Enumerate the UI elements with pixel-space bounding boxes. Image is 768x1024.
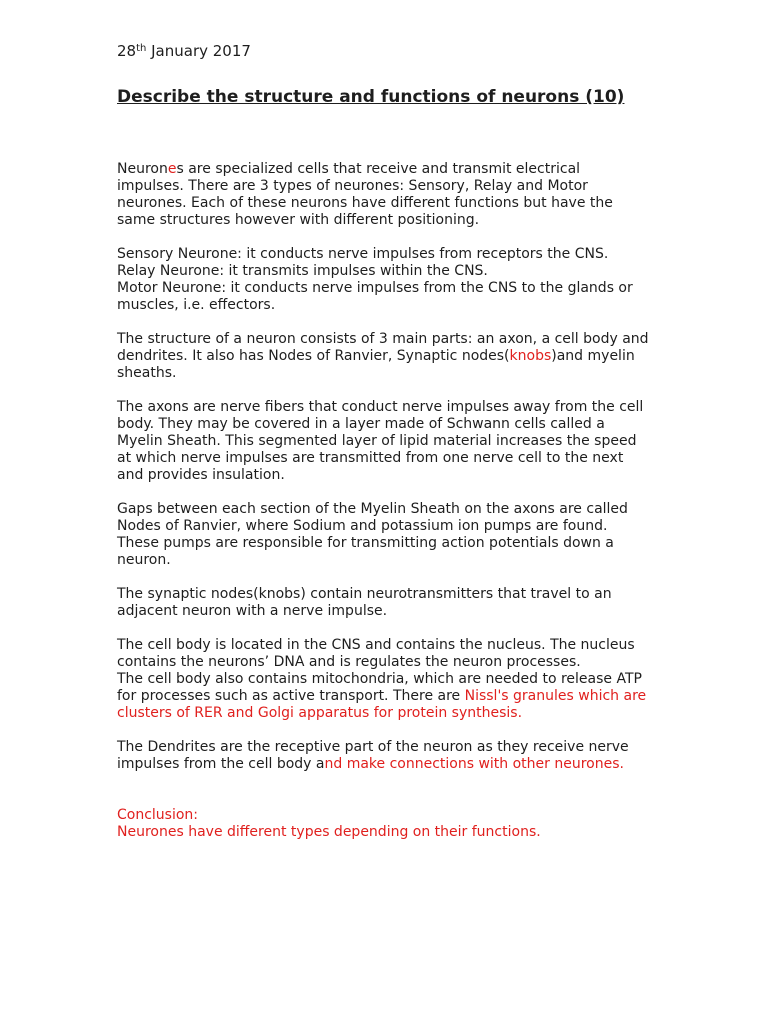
essay-title: Describe the structure and functions of neurons (10) xyxy=(117,87,625,107)
blank-line xyxy=(117,790,649,807)
date-suffix: th xyxy=(136,43,147,54)
conclusion-text: Neurones have different types depending on their functions. xyxy=(117,824,541,840)
date-day: 28 xyxy=(117,42,137,60)
cell-body-paragraph-1: The cell body is located in the CNS and contains the nucleus. The nucleus contains the neurons’ DNA and is regulates the neuron processes. xyxy=(117,637,635,670)
dendrites-paragraph xyxy=(117,739,649,773)
conclusion-label: Conclusion: xyxy=(117,807,199,823)
intro-correction: e xyxy=(167,161,177,177)
intro-text-a: Neuron xyxy=(117,161,168,177)
cell-body-text: The cell body also contains mitochondria, which are needed to release ATP for processes such as active transport. There are xyxy=(117,671,642,704)
cell-body-correction: Nissl's granules which are clusters of RER and Golgi apparatus for protein synthesis. xyxy=(117,688,647,721)
date-line xyxy=(117,42,251,60)
structure-text-a: The structure of a neuron consists of 3 main parts: an axon, a cell body and dendrites. It also has Nodes of Ranvier, Synaptic nodes( xyxy=(117,331,649,364)
axons-paragraph: The axons are nerve fibers that conduct nerve impulses away from the cell body. They may be covered in a layer made of Schwann cells called a Myelin Sheath. This segmented layer of lipid material increases the speed at which nerve impulses are transmitted from one nerve cell to the next and provides insulation. xyxy=(117,399,644,483)
relay-neurone-text: Relay Neurone: it transmits impulses within the CNS. xyxy=(117,263,488,279)
synaptic-paragraph: The synaptic nodes(knobs) contain neurotransmitters that travel to an adjacent neuron with a nerve impulse. xyxy=(117,586,612,619)
dendrites-text: The Dendrites are the receptive part of the neuron as they receive nerve impulses from the cell body a xyxy=(117,739,629,772)
structure-correction: knobs xyxy=(509,348,552,364)
intro-paragraph xyxy=(117,161,649,229)
motor-neurone-text: Motor Neurone: it conducts nerve impulses from the CNS to the glands or muscles, i.e. effectors. xyxy=(117,280,633,313)
date-rest: January 2017 xyxy=(146,42,251,60)
structure-paragraph xyxy=(117,331,649,382)
gaps-paragraph: Gaps between each section of the Myelin Sheath on the axons are called Nodes of Ranvier, where Sodium and potassium ion pumps are found. These pumps are responsible for transmitting action potentials down a neuron. xyxy=(117,501,628,568)
structure-text-c: )and myelin sheaths. xyxy=(117,348,635,381)
cell-body-paragraph-2 xyxy=(117,671,649,722)
dendrites-correction: nd make connections with other neurones. xyxy=(324,756,624,772)
essay-body xyxy=(117,161,649,841)
sensory-neurone-text: Sensory Neurone: it conducts nerve impulses from receptors the CNS. xyxy=(117,246,609,262)
intro-text-c: s are specialized cells that receive and transmit electrical impulses. There are 3 types of neurones: Sensory, Relay and Motor neurones. Each of these neurons have different functions but have the same structures however with different positioning. xyxy=(117,161,613,228)
